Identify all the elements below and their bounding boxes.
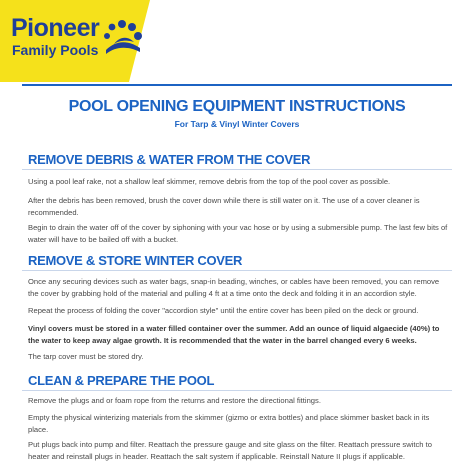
brand-logo-name: Pioneer — [11, 14, 100, 42]
paragraph: Begin to drain the water off of the cover by siphoning with your vac hose or by using a submersible pump. The last few bits of water will have to be bailed off with a bucket. — [28, 223, 448, 244]
paragraph: Using a pool leaf rake, not a shallow leaf skimmer, remove debris from the top of the pool cover as possible. — [28, 177, 391, 186]
section-divider — [22, 169, 452, 170]
section-divider — [22, 390, 452, 391]
paragraph: After the debris has been removed, brush the cover down while there is still water on it. The use of a cover cleaner is recommended. — [28, 196, 420, 217]
section-heading: CLEAN & PREPARE THE POOL — [28, 373, 215, 388]
paragraph-emphasis: Vinyl covers must be stored in a water filled container over the summer. Add an ounce of liquid algaecide (40%) to the water to keep away algae growth. It is recommended that the water in the barrel changed every 6 weeks. — [28, 324, 440, 345]
section-heading: REMOVE DEBRIS & WATER FROM THE COVER — [28, 152, 311, 167]
paragraph: Put plugs back into pump and filter. Reattach the pressure gauge and site glass on the filter. Reattach pressure switch to heater and reinstall plugs in header. Reattach the salt system if applicable. Reinstall Nature II plugs if applicable. — [28, 440, 432, 461]
splash-logo-icon — [98, 14, 146, 62]
header-divider — [22, 84, 452, 86]
paragraph: Remove the plugs and or foam rope from the returns and restore the directional fittings. — [28, 396, 321, 405]
paragraph: Empty the physical winterizing materials from the skimmer (gizmo or extra bottles) and place skimmer basket back in its place. — [28, 413, 430, 434]
document-title: POOL OPENING EQUIPMENT INSTRUCTIONS — [68, 98, 406, 115]
section-heading: REMOVE & STORE WINTER COVER — [28, 253, 243, 268]
paragraph: Repeat the process of folding the cover "accordion style" until the entire cover has been piled on the deck or ground. — [28, 306, 419, 315]
header-band — [0, 0, 474, 82]
section-divider — [22, 270, 452, 271]
brand-logo-tagline: Family Pools — [12, 42, 99, 58]
document-subtitle: For Tarp & Vinyl Winter Covers — [174, 119, 300, 129]
paragraph: Once any securing devices such as water bags, snap-in beading, winches, or cables have been removed, you can remove the cover by grabbing hold of the material and pulling 4 ft at a time onto the deck and folding it in an accordion style. — [28, 277, 440, 298]
paragraph: The tarp cover must be stored dry. — [28, 352, 144, 361]
